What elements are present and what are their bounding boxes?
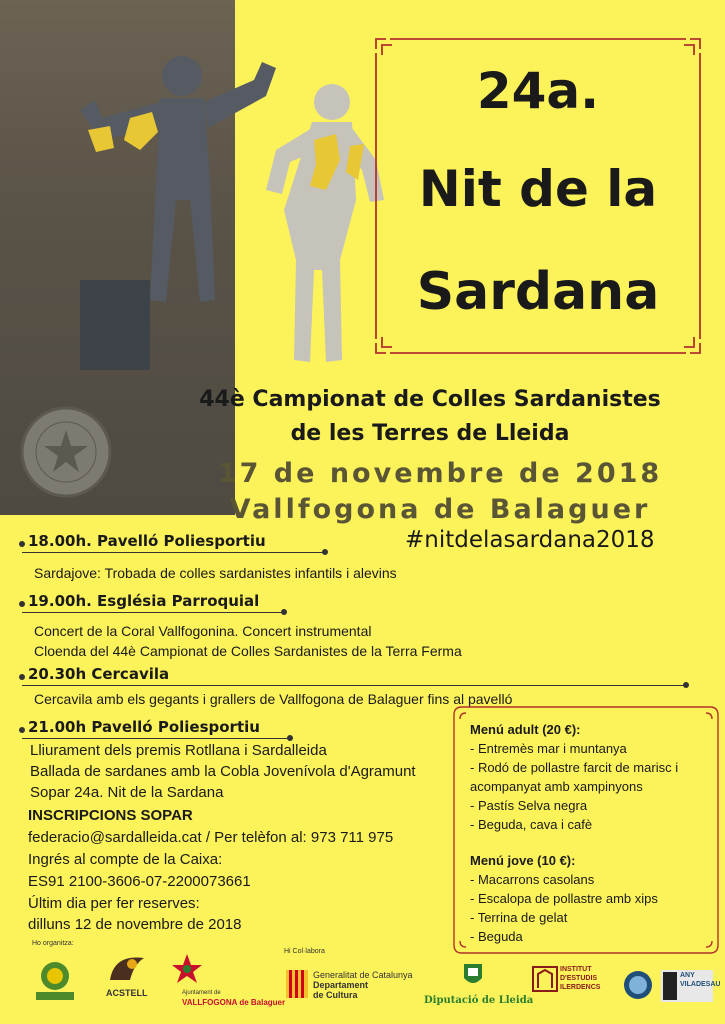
sardana-dancers-statue [40,40,400,380]
menu-jove-title: Menú jove (10 €): [470,853,576,868]
section3-heading: 20.30h Cercavila [28,665,170,683]
federation-logo [32,956,78,1002]
inscriptions-deadline: dilluns 12 de novembre de 2018 [28,916,242,933]
acstell-name: ACSTELL [106,988,148,998]
diputacio-name: Diputació de Lleida [424,995,534,1006]
inscriptions-bank-label: Ingrés al compte de la Caixa: [28,851,223,868]
section2-line2: Cloenda del 44è Campionat de Colles Sardanistes de la Terra Ferma [34,643,462,659]
bullet-dot [683,682,689,688]
any-line2: VILADESAU [680,981,721,988]
bullet-dot [19,674,25,680]
inscriptions-contact: federacio@sardalleida.cat / Per telèfon al: 973 711 975 [28,829,394,846]
menu-adult-item: acompanyat amb xampinyons [470,779,643,794]
menu-jove-item: - Beguda [470,929,523,944]
bullet-dot [287,735,293,741]
menu-jove-item: - Macarrons casolans [470,872,595,887]
generalitat-line3: de Cultura [313,990,358,1000]
title-name-line1: Nit de la [418,160,658,218]
ajuntament-name: VALLFOGONA de Balaguer [182,998,286,1007]
ajuntament-small-label: Ajuntament de [182,990,221,996]
title-edition: 24a. [476,62,600,120]
generalitat-line2: Departament [313,980,369,990]
event-place: Vallfogona de Balaguer [229,494,651,525]
acstell-logo [104,950,152,990]
subtitle-line2: de les Terres de Lleida [290,421,570,446]
menu-adult-item: - Pastís Selva negra [470,798,588,813]
iel-line1: INSTITUT [560,966,592,973]
bullet-dot [19,727,25,733]
iel-line3: ILERDENCS [560,984,601,991]
organizer-label: Ho organitza: [32,940,74,947]
round-emblem-logo [623,970,653,1000]
section1-line1: Sardajove: Trobada de colles sardanistes infantils i alevins [34,565,397,581]
menu-jove-item: - Escalopa de pollastre amb xips [470,891,658,906]
menu-adult-item: - Rodó de pollastre farcit de marisc i [470,760,679,775]
menu-adult-item: - Entremès mar i muntanya [470,741,627,756]
bullet-dot [281,609,287,615]
any-line1: ANY [680,972,695,979]
section1-heading: 18.00h. Pavelló Poliesportiu [28,532,266,550]
diputacio-logo [462,962,484,988]
bullet-dot [322,549,328,555]
menu-adult-title: Menú adult (20 €): [470,722,581,737]
section3-underline [22,685,686,686]
generalitat-logo [286,970,308,998]
event-hashtag: #nitdelasardana2018 [405,527,655,553]
section4-line1: Lliurament dels premis Rotllana i Sardalleida [30,742,327,759]
inscriptions-deadline-label: Últim dia per fer reserves: [28,895,200,912]
bullet-dot [19,541,25,547]
generalitat-line1: Generalitat de Catalunya [313,970,413,980]
any-viladesau-logo [661,970,721,1002]
menu-adult-item: - Beguda, cava i cafè [470,817,593,832]
section2-heading: 19.00h. Església Parroquial [28,592,260,610]
event-date: 17 de novembre de 2018 [217,458,663,489]
inscriptions-heading: INSCRIPCIONS SOPAR [28,807,193,824]
section1-underline [22,552,325,553]
section4-line2: Ballada de sardanes amb la Cobla Jovenívola d'Agramunt [30,763,416,780]
section4-line3: Sopar 24a. Nit de la Sardana [30,784,224,801]
section4-heading: 21.00h Pavelló Poliesportiu [28,718,260,736]
section4-underline [22,738,290,739]
subtitle-line1: 44è Campionat de Colles Sardanistes [199,387,661,412]
iel-logo [532,966,558,992]
inscriptions-iban: ES91 2100-3606-07-2200073661 [28,873,251,890]
ajuntament-logo [170,952,204,986]
title-name-line2: Sardana [416,262,660,322]
portrait-thumbnail [663,972,677,1000]
section2-line1: Concert de la Coral Vallfogonina. Concert instrumental [34,623,372,639]
section3-line1: Cercavila amb els gegants i grallers de Vallfogona de Balaguer fins al pavelló [34,691,513,707]
bullet-dot [19,601,25,607]
section2-underline [22,612,284,613]
collaborator-label: Hi Col·labora [284,948,325,955]
menu-jove-item: - Terrina de gelat [470,910,568,925]
iel-line2: D'ESTUDIS [560,975,598,982]
commemorative-plaque [18,404,114,500]
